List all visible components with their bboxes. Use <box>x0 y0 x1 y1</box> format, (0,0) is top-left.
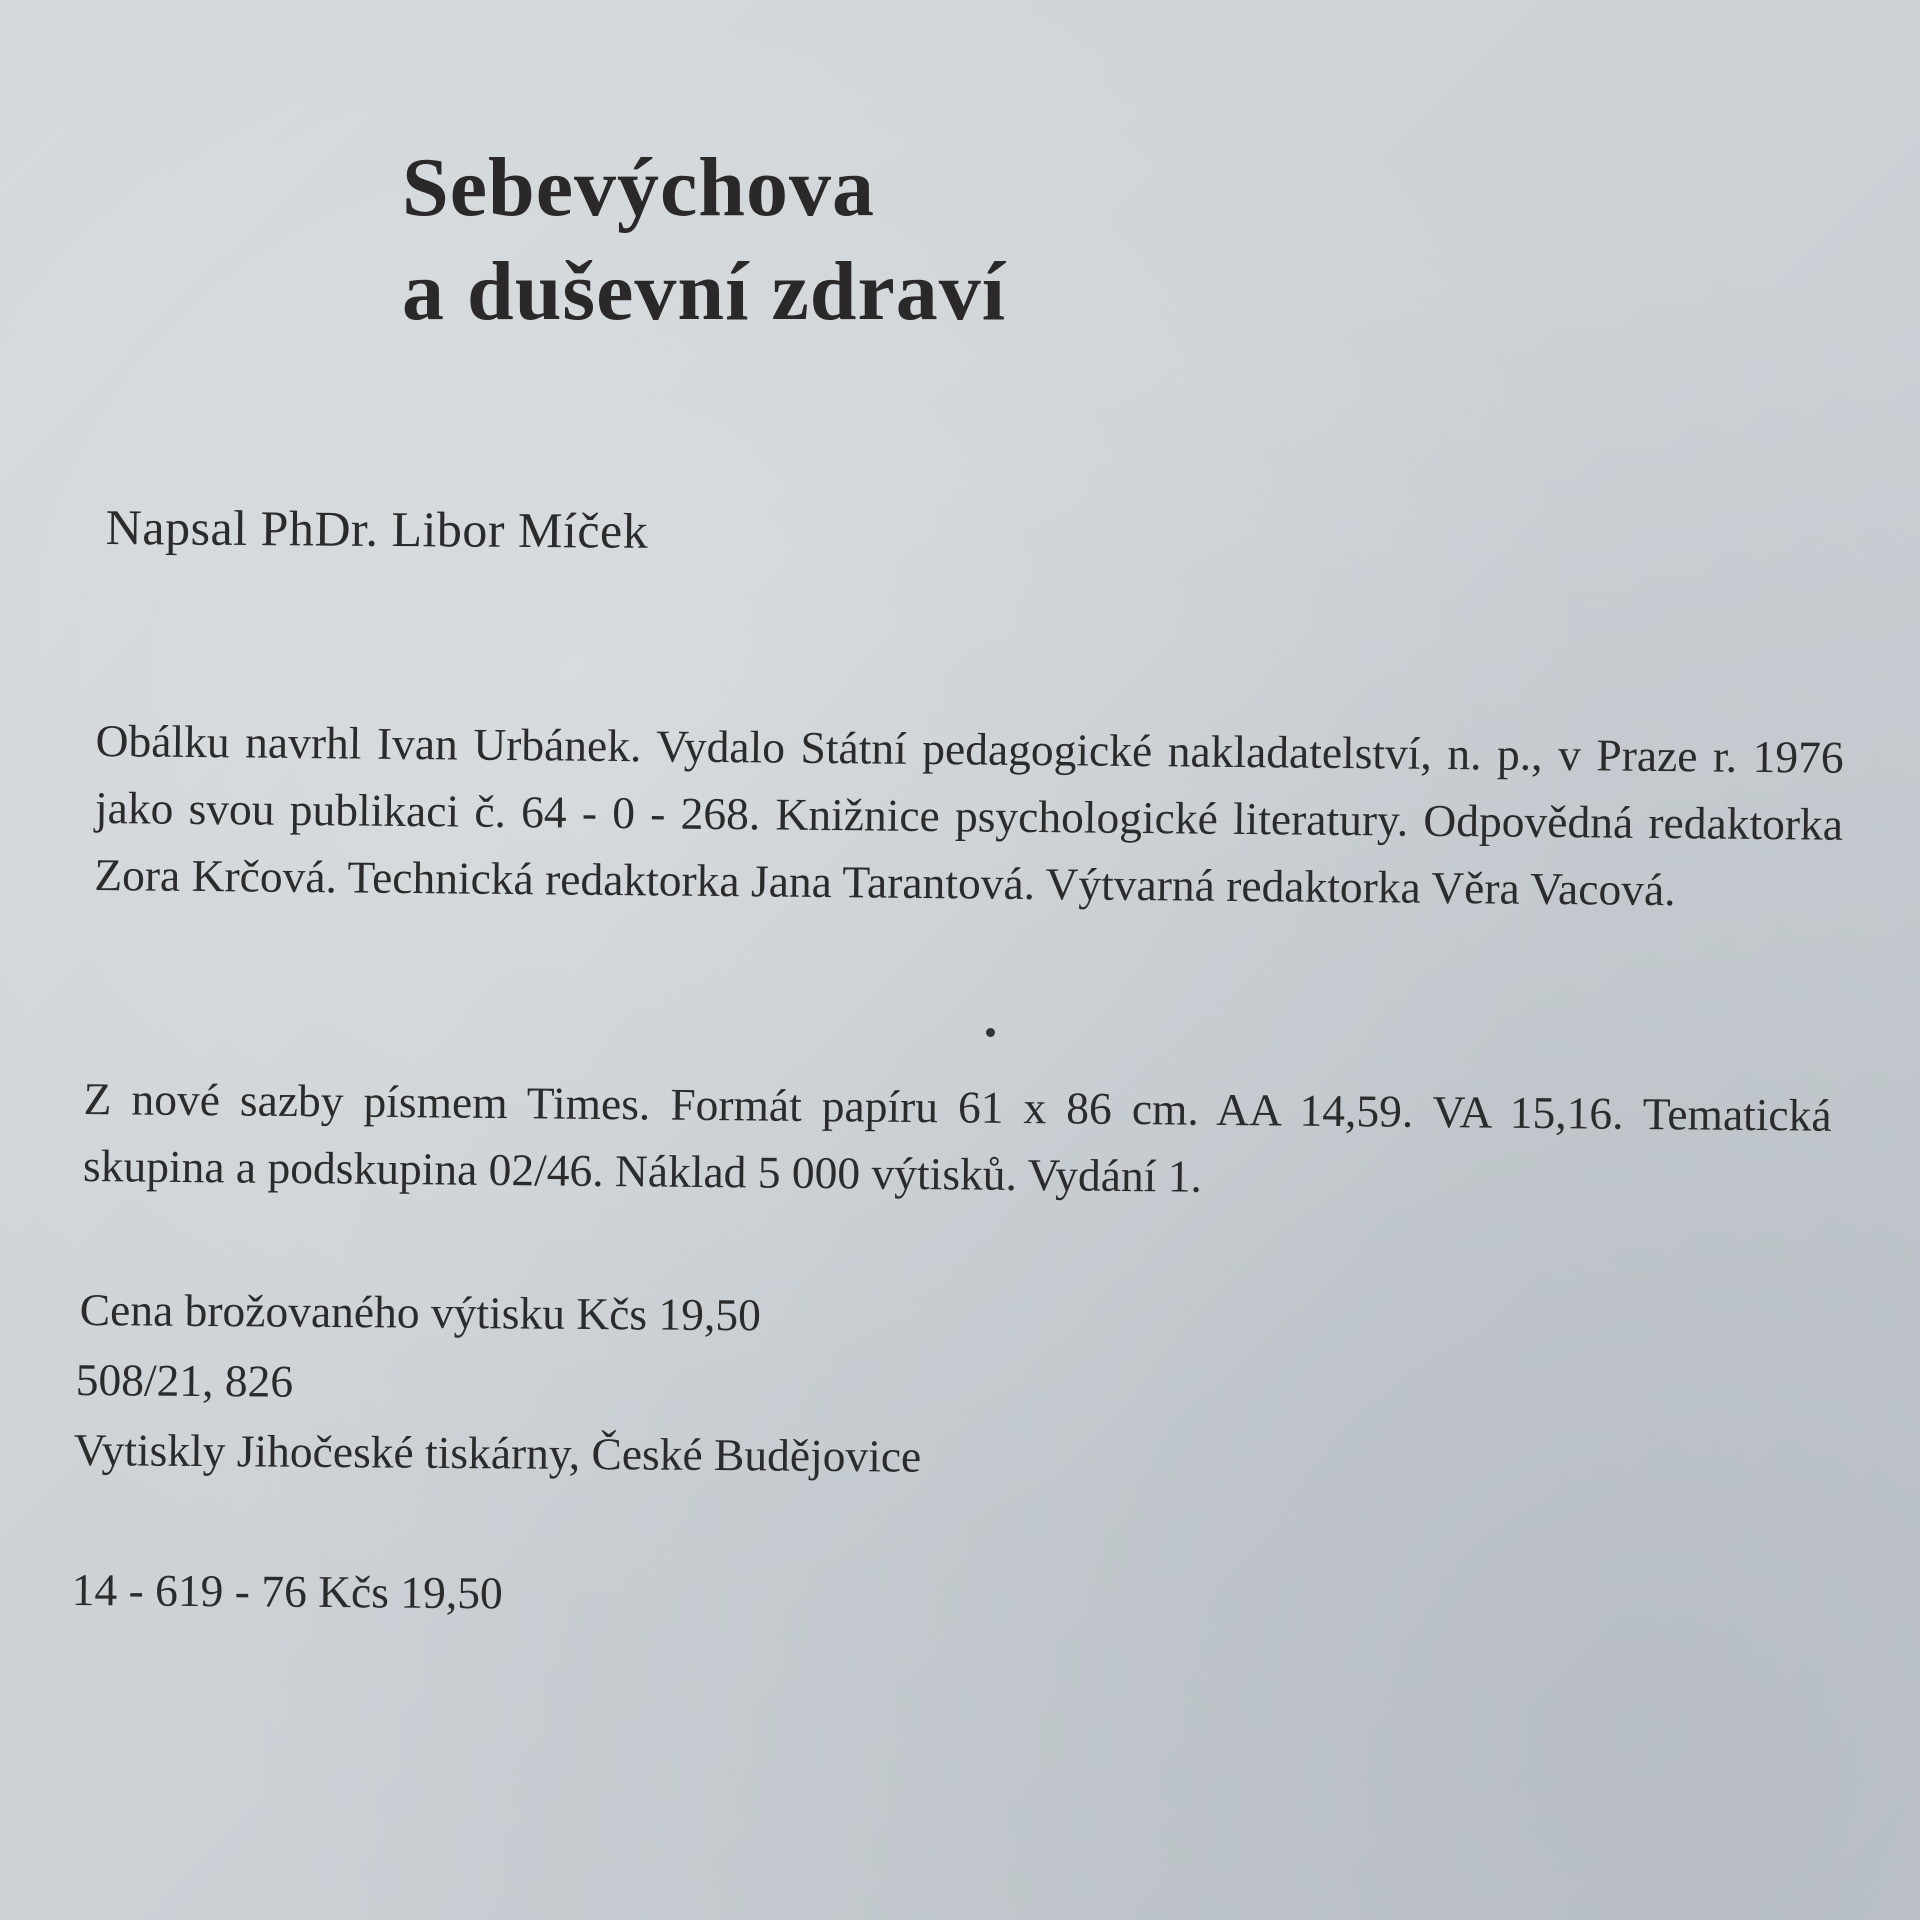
price-line: Cena brožovaného výtisku Kčs 19,50 <box>79 1283 762 1341</box>
printing-details-paragraph: Z nové sazby písmem Times. Formát papíru 61 x 86 cm. AA 14,59. VA 15,16. Tematická skupina a podskupina 02/46. Náklad 5 000 výtisků. Vydání 1. <box>82 1072 1832 1202</box>
catalog-code-line: 508/21, 826 <box>75 1353 294 1407</box>
separator-dot <box>986 1028 995 1037</box>
author-line: Napsal PhDr. Libor Míček <box>105 498 649 559</box>
printer-line: Vytiskly Jihočeské tiskárny, České Budějovice <box>73 1423 922 1482</box>
book-title-line-2: a duševní zdraví <box>402 245 1007 338</box>
book-title <box>402 136 1006 344</box>
book-title-line-1: Sebevýchova <box>402 141 875 234</box>
credits-paragraph: Obálku navrhl Ivan Urbánek. Vydalo Státní pedagogické nakladatelství, n. p., v Praze r. 1976 jako svou publikaci č. 64 - 0 - 268. Knižnice psychologické literatury. Odpovědná redaktorka Zora Krčová. Technická redaktorka Jana Tarantová. Výtvarná redaktorka Věra Vacová. <box>94 714 1844 916</box>
footer-price-code: 14 - 619 - 76 Kčs 19,50 <box>71 1563 503 1619</box>
